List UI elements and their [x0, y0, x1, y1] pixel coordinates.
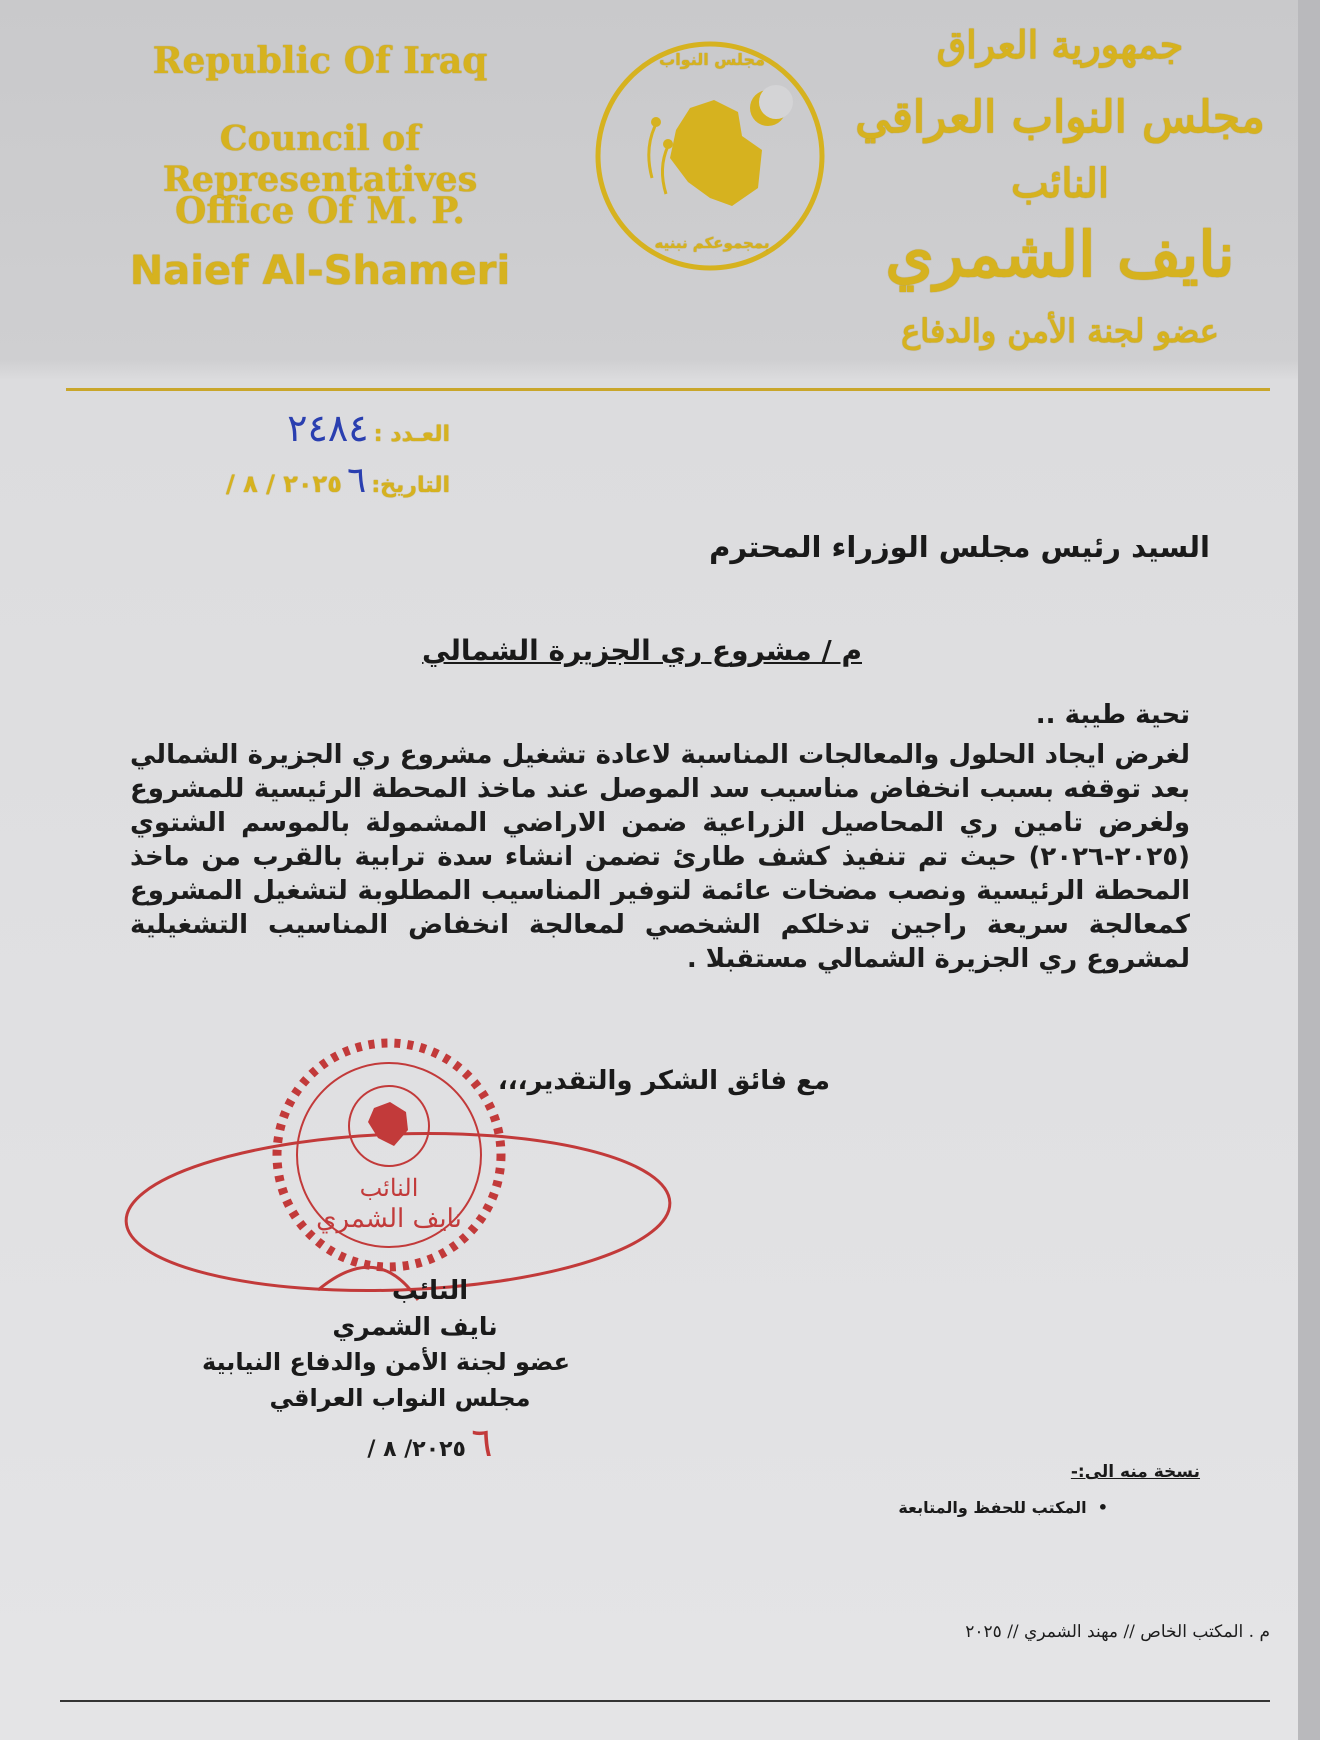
letterhead-office-en: Office Of M. P.: [175, 190, 465, 232]
emblem-top-text: مجلس النواب: [659, 50, 765, 69]
emblem-bottom-text: بمجموعكم نبنيه: [654, 234, 770, 252]
reference-number-label: العـدد :: [373, 422, 450, 447]
signature-council: مجلس النواب العراقي: [269, 1384, 531, 1412]
letter-body: لغرض ايجاد الحلول والمعالجات المناسبة لاعادة تشغيل مشروع ري الجزيرة الشمالي بعد توقفه بسبب انخفاض مناسيب سد الموصل عند ماخذ المحطة الرئيسية للمشروع ولغرض تامين ري المحاصيل الزراعية ضمن الاراضي المشمولة بالموسم الشتوي (٢٠٢٥-٢٠٢٦) حيث تم تنفيذ كشف طارئ تضمن انشاء سدة ترابية بالقرب من ماخذ المحطة الرئيسية ونصب مضخات عائمة لتوفير المناسيب المطلوبة لتشغيل المشروع كمعالجة سريعة راجين تدخلكم الشخصي لمعالجة انخفاض المناسيب التشغيلية لمشروع ري الجزيرة الشمالي مستقبلا .: [130, 740, 1190, 974]
reference-date-printed: ٢٠٢٥ / ٨ /: [225, 470, 342, 498]
letterhead-council-en: Council of Representatives: [162, 118, 478, 200]
reference-number-value: ٢٤٨٤: [287, 406, 369, 450]
letterhead-name-ar: نايف الشمري: [885, 218, 1235, 291]
greeting: تحية طيبة ..: [1035, 700, 1190, 730]
signature-title: النائب: [391, 1276, 469, 1306]
page-edge: [1298, 0, 1320, 1740]
footer-divider: [60, 1700, 1270, 1702]
signature-committee: عضو لجنة الأمن والدفاع النيابية: [201, 1348, 571, 1376]
letterhead-name-en: Naief Al-Shameri: [129, 248, 511, 294]
bullet-icon: •: [1086, 1498, 1108, 1517]
copies-label: نسخة منه الى:-: [1070, 1462, 1200, 1482]
reference-date: [120, 460, 450, 501]
reference-date-day: ٦: [346, 460, 367, 501]
signature-name: نايف الشمري: [332, 1312, 498, 1341]
addressee: السيد رئيس مجلس الوزراء المحترم: [709, 530, 1210, 564]
letterhead-council-ar: مجلس النواب العراقي: [855, 92, 1265, 143]
copies-item: [898, 1498, 1108, 1517]
signature-date-day: ٦: [471, 1420, 493, 1466]
copies-item-text: المكتب للحفظ والمتابعة: [898, 1498, 1087, 1517]
stamp-title: النائب: [359, 1174, 419, 1202]
closing: مع فائق الشكر والتقدير،،،: [497, 1066, 830, 1096]
subject: م / مشروع ري الجزيرة الشمالي: [422, 634, 862, 667]
letterhead-divider: [66, 388, 1270, 391]
letterhead-committee-ar: عضو لجنة الأمن والدفاع: [901, 312, 1219, 350]
letterhead-country-ar: جمهورية العراق: [936, 22, 1184, 67]
reference-date-label: التاريخ:: [371, 473, 450, 498]
letterhead-country-en: Republic Of Iraq: [152, 40, 488, 82]
stamp-name: نايف الشمري: [316, 1204, 462, 1234]
reference-number: [150, 406, 450, 450]
letterhead-title-ar: النائب: [1011, 160, 1109, 207]
council-emblem: [592, 38, 828, 274]
signature-date-printed: ٢٠٢٥/ ٨ /: [367, 1437, 466, 1462]
signature-date: [330, 1420, 530, 1466]
footer-reference: م . المكتب الخاص // مهند الشمري // ٢٠٢٥: [965, 1622, 1270, 1642]
